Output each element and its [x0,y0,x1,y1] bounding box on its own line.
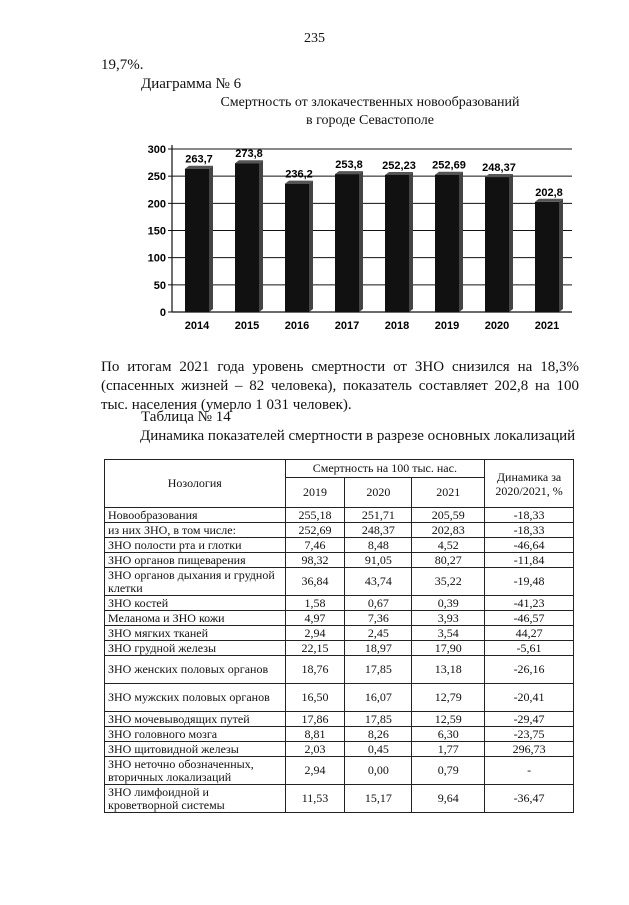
x-tick-label: 2014 [184,320,210,332]
table-row [105,611,574,626]
bar-top [235,160,263,163]
row-name: ЗНО лимфоидной и кроветворной системы [105,785,286,813]
chart-title-line2: в городе Севастополе [306,113,434,128]
row-name: Меланома и ЗНО кожи [105,611,286,626]
value-2020: 251,71 [345,508,412,523]
y-tick-label: 100 [147,252,166,265]
x-tick-label: 2020 [484,320,510,332]
dynamics-value: -29,47 [485,712,574,727]
row-name: Новообразования [105,508,286,523]
bar-top [335,171,363,174]
dynamics-value: -36,47 [485,785,574,813]
mortality-table [104,459,574,813]
y-tick-label: 0 [159,307,166,319]
dynamics-value: -19,48 [485,568,574,596]
value-2019: 252,69 [285,523,345,538]
table-row [105,757,574,785]
dynamics-value: -18,33 [485,523,574,538]
dynamics-value: -18,33 [485,508,574,523]
value-2021: 3,93 [412,611,485,626]
value-2021: 205,59 [412,508,485,523]
value-2021: 4,52 [412,538,485,553]
bar-top [285,181,313,184]
x-tick-label: 2021 [534,320,560,332]
row-name: ЗНО неточно обозначенных, вторичных локализаций [105,757,286,785]
bar [185,169,209,312]
bar-side [309,181,313,312]
value-2020: 16,07 [345,684,412,712]
value-2021: 0,79 [412,757,485,785]
value-2021: 202,83 [412,523,485,538]
value-2020: 0,00 [345,757,412,785]
data-label: 202,8 [535,186,563,199]
value-2020: 91,05 [345,553,412,568]
value-2019: 22,15 [285,641,345,656]
dynamics-value: -26,16 [485,656,574,684]
bar-top [485,174,513,177]
bar-top [535,199,563,202]
value-2019: 17,86 [285,712,345,727]
data-label: 263,7 [185,153,213,166]
value-2019: 36,84 [285,568,345,596]
mortality-bar-chart [140,135,580,335]
bar [285,184,309,312]
header-year-2019: 2019 [285,478,345,508]
value-2021: 6,30 [412,727,485,742]
x-tick-label: 2015 [234,320,260,332]
value-2020: 17,85 [345,712,412,727]
carryover-text: 19,7%. [101,57,144,73]
value-2020: 248,37 [345,523,412,538]
page-number: 235 [304,31,325,46]
value-2020: 17,85 [345,656,412,684]
bar-side [259,160,263,312]
value-2020: 2,45 [345,626,412,641]
value-2020: 8,48 [345,538,412,553]
bar [335,174,359,312]
table-row [105,626,574,641]
header-year-2020: 2020 [345,478,412,508]
row-name: ЗНО женских половых органов [105,656,286,684]
y-tick-label: 150 [147,225,166,238]
bar-side [559,199,563,312]
dynamics-value: -20,41 [485,684,574,712]
value-2021: 13,18 [412,656,485,684]
dynamics-value: 296,73 [485,742,574,757]
value-2021: 12,79 [412,684,485,712]
bar-top [185,166,213,169]
row-name: ЗНО щитовидной железы [105,742,286,757]
dynamics-value: -46,57 [485,611,574,626]
data-label: 252,23 [382,159,416,172]
dynamics-value: - [485,757,574,785]
value-2021: 17,90 [412,641,485,656]
table-title: Динамика показателей смертности в разрезе основных локализаций [140,428,576,444]
table-caption: Таблица № 14 [141,409,231,425]
header-dynamics: Динамика за 2020/2021, % [485,460,574,508]
value-2019: 7,46 [285,538,345,553]
value-2021: 0,39 [412,596,485,611]
bar [435,175,459,312]
bar-side [459,172,463,312]
dynamics-value: -46,64 [485,538,574,553]
value-2019: 8,81 [285,727,345,742]
bar-side [509,174,513,312]
bar-side [209,166,213,312]
value-2020: 0,67 [345,596,412,611]
bar-side [359,171,363,312]
table-row [105,684,574,712]
x-tick-label: 2018 [384,320,410,332]
value-2019: 18,76 [285,656,345,684]
dynamics-value: 44,27 [485,626,574,641]
row-name: ЗНО мочевыводящих путей [105,712,286,727]
table-row [105,553,574,568]
bar [235,163,259,312]
bar-side [409,172,413,312]
y-tick-label: 200 [147,198,166,211]
dynamics-value: -41,23 [485,596,574,611]
y-tick-label: 250 [147,171,166,184]
header-mortality: Смертность на 100 тыс. нас. [285,460,485,478]
value-2019: 11,53 [285,785,345,813]
row-name: ЗНО головного мозга [105,727,286,742]
data-label: 253,8 [335,159,363,172]
value-2019: 255,18 [285,508,345,523]
table-row [105,596,574,611]
bar [485,177,509,312]
summary-paragraph: По итогам 2021 года уровень смертности от ЗНО снизился на 18,3% (спасенных жизней – 82 человека), показатель составляет 202,8 на 100 тыс. населения (умерло 1 031 человек). [101,359,579,413]
x-tick-label: 2019 [434,320,460,332]
value-2019: 2,94 [285,626,345,641]
row-name: ЗНО органов дыхания и грудной клетки [105,568,286,596]
data-label: 248,37 [482,162,516,175]
value-2019: 2,03 [285,742,345,757]
bar-top [435,172,463,175]
row-name: ЗНО полости рта и глотки [105,538,286,553]
value-2020: 8,26 [345,727,412,742]
y-tick-label: 300 [147,144,166,156]
value-2019: 1,58 [285,596,345,611]
row-name: ЗНО мужских половых органов [105,684,286,712]
value-2020: 18,97 [345,641,412,656]
table-row [105,523,574,538]
table-row [105,785,574,813]
value-2020: 15,17 [345,785,412,813]
row-name: из них ЗНО, в том числе: [105,523,286,538]
table-row [105,568,574,596]
bar [535,202,559,312]
value-2021: 3,54 [412,626,485,641]
row-name: ЗНО костей [105,596,286,611]
diagram-caption: Диаграмма № 6 [141,76,242,92]
row-name: ЗНО мягких тканей [105,626,286,641]
x-tick-label: 2016 [284,320,310,332]
bar-top [385,172,413,175]
data-label: 252,69 [432,159,466,172]
value-2019: 2,94 [285,757,345,785]
value-2019: 4,97 [285,611,345,626]
table-row [105,727,574,742]
value-2020: 43,74 [345,568,412,596]
x-tick-label: 2017 [334,320,360,332]
table-row [105,656,574,684]
table-row [105,712,574,727]
data-label: 273,8 [235,148,263,161]
table-row [105,508,574,523]
table-row [105,538,574,553]
row-name: ЗНО грудной железы [105,641,286,656]
value-2021: 1,77 [412,742,485,757]
row-name: ЗНО органов пищеварения [105,553,286,568]
y-tick-label: 50 [153,279,166,292]
chart-title-line1: Смертность от злокачественных новообразований [220,95,520,110]
chart-title [150,94,590,130]
dynamics-value: -11,84 [485,553,574,568]
value-2019: 98,32 [285,553,345,568]
header-nosology: Нозология [105,460,286,508]
data-label: 236,2 [285,168,313,181]
dynamics-value: -5,61 [485,641,574,656]
value-2019: 16,50 [285,684,345,712]
value-2021: 12,59 [412,712,485,727]
header-year-2021: 2021 [412,478,485,508]
dynamics-value: -23,75 [485,727,574,742]
value-2020: 0,45 [345,742,412,757]
value-2021: 35,22 [412,568,485,596]
table-row [105,742,574,757]
bar [385,175,409,312]
table-row [105,641,574,656]
value-2021: 80,27 [412,553,485,568]
value-2021: 9,64 [412,785,485,813]
value-2020: 7,36 [345,611,412,626]
